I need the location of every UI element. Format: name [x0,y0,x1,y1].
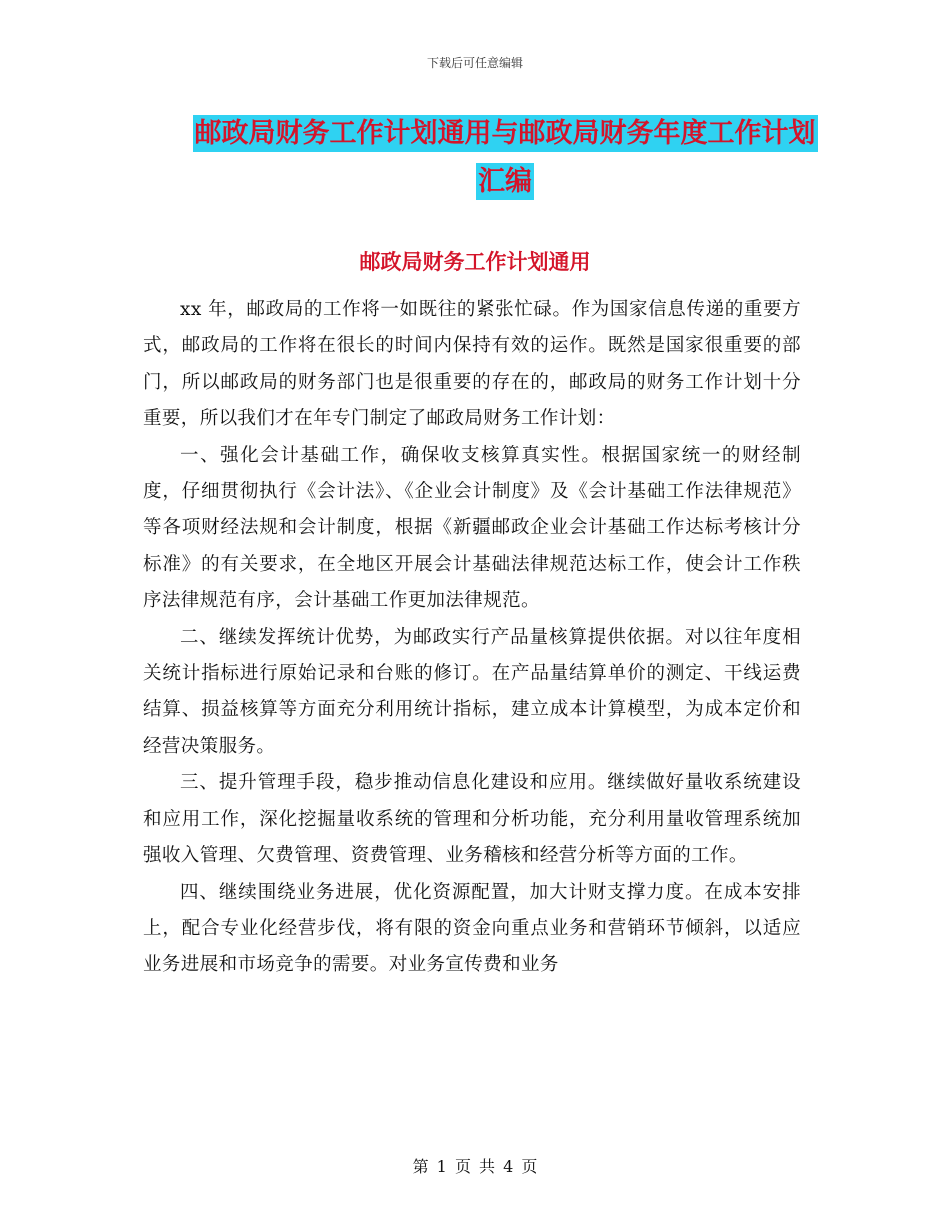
document-title [190,110,820,206]
page-header-note: 下载后可任意编辑 [426,56,523,70]
document-title-highlight: 邮政局财务工作计划通用与邮政局财务年度工作计划汇编 [193,115,818,200]
paragraph-item-1: 一、强化会计基础工作，确保收支核算真实性。根据国家统一的财经制度，仔细贯彻执行《会计法》、《企业会计制度》及《会计基础工作法律规范》等各项财经法规和会计制度，根据《新疆邮政企业会计基础工作达标考核计分标准》的有关要求，在全地区开展会计基础法律规范达标工作，使会计工作秩序法律规范有序，会计基础工作更加法律规范。 [143,444,801,612]
body-text [143,292,801,984]
section-title: 邮政局财务工作计划通用 [359,250,591,274]
paragraph-item-3: 三、提升管理手段，稳步推动信息化建设和应用。继续做好量收系统建设和应用工作，深化挖掘量收系统的管理和分析功能，充分利用量收管理系统加强收入管理、欠费管理、资费管理、业务稽核和经营分析等方面的工作。 [143,772,801,867]
paragraph-item-4: 四、继续围绕业务进展，优化资源配置，加大计财支撑力度。在成本安排上，配合专业化经营步伐，将有限的资金向重点业务和营销环节倾斜，以适应业务进展和市场竞争的需要。对业务宣传费和业务 [143,881,801,976]
page-footer-number: 第 1 页 共 4 页 [412,1157,538,1176]
paragraph-item-2: 二、继续发挥统计优势，为邮政实行产品量核算提供依据。对以往年度相关统计指标进行原始记录和台账的修订。在产品量结算单价的测定、干线运费结算、损益核算等方面充分利用统计指标，建立成本计算模型，为成本定价和经营决策服务。 [143,626,801,757]
paragraph-intro: xx 年，邮政局的工作将一如既往的紧张忙碌。作为国家信息传递的重要方式，邮政局的工作将在很长的时间内保持有效的运作。既然是国家很重要的部门，所以邮政局的财务部门也是很重要的存在的，邮政局的财务工作计划十分重要，所以我们才在年专门制定了邮政局财务工作计划： [143,299,801,430]
